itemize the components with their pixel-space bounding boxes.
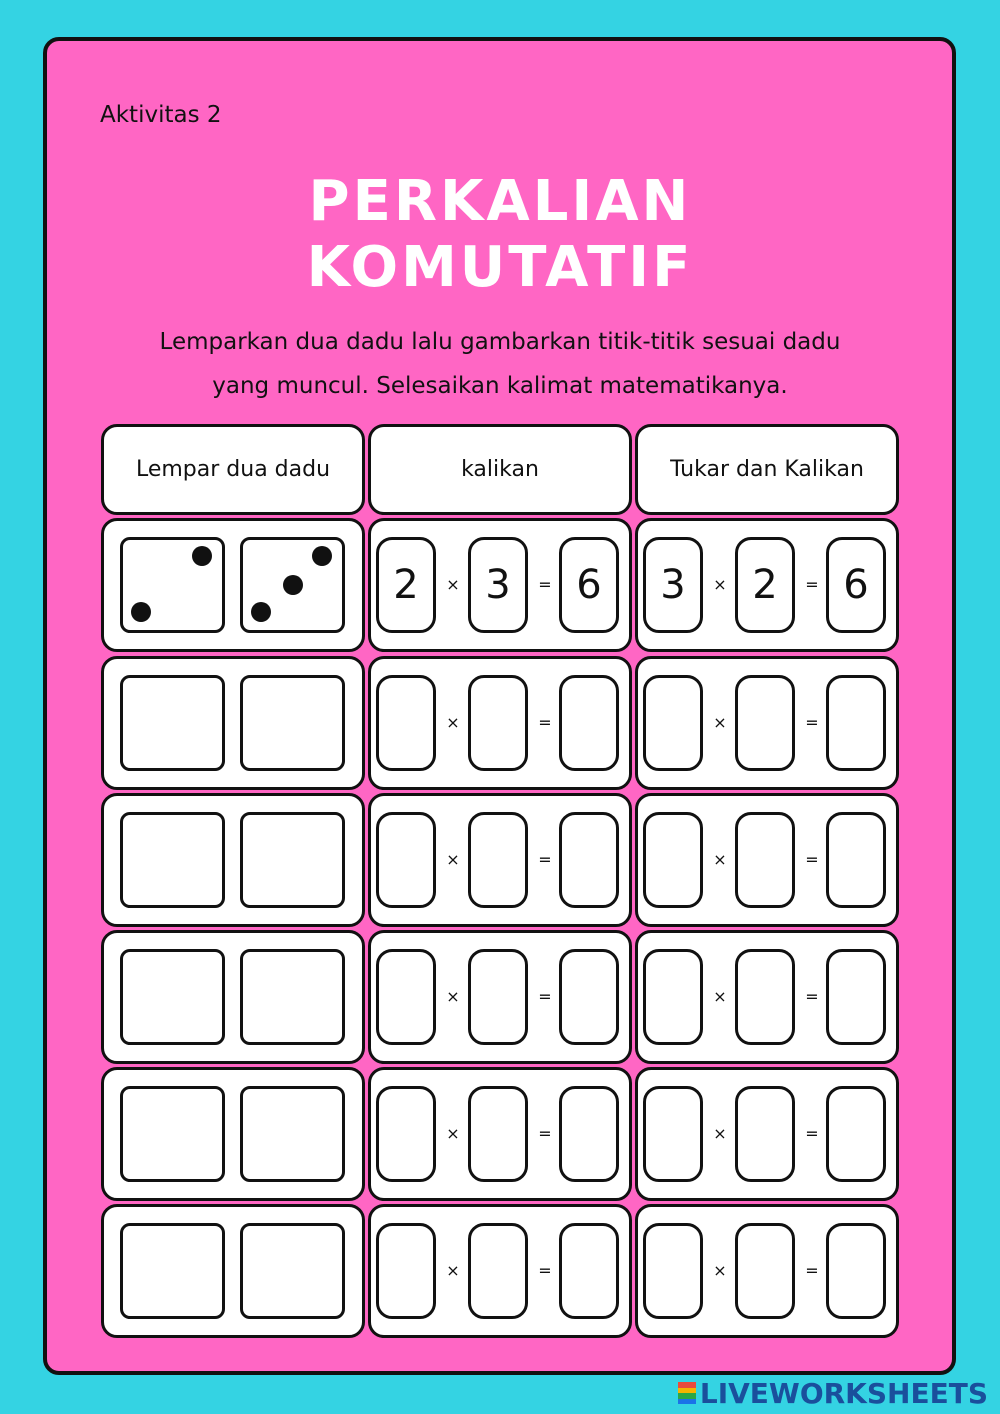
die-drawing-box[interactable] — [120, 1223, 225, 1319]
times-sign: × — [713, 713, 727, 732]
die-pip — [192, 546, 212, 566]
answer-box[interactable] — [643, 812, 703, 908]
times-sign: × — [446, 1124, 460, 1143]
times-sign: × — [446, 575, 460, 594]
answer-box[interactable] — [376, 1223, 436, 1319]
die-drawing-box[interactable] — [240, 675, 345, 771]
answer-box[interactable] — [468, 675, 528, 771]
activity-label: Aktivitas 2 — [100, 102, 222, 128]
answer-box[interactable] — [643, 949, 703, 1045]
times-sign: × — [713, 575, 727, 594]
answer-box[interactable] — [468, 1223, 528, 1319]
answer-box[interactable] — [735, 675, 795, 771]
answer-box[interactable] — [826, 675, 886, 771]
watermark — [678, 1378, 988, 1408]
answer-box[interactable] — [559, 812, 619, 908]
answer-box[interactable] — [826, 1223, 886, 1319]
answer-box[interactable] — [643, 1086, 703, 1182]
answer-box[interactable] — [376, 1086, 436, 1182]
answer-box[interactable] — [643, 675, 703, 771]
number-box: 2 — [376, 537, 436, 633]
equals-sign: = — [538, 1124, 552, 1143]
times-sign: × — [713, 1261, 727, 1280]
answer-box[interactable] — [468, 812, 528, 908]
equals-sign: = — [538, 713, 552, 732]
answer-box[interactable] — [735, 949, 795, 1045]
instruction-line-2: yang muncul. Selesaikan kalimat matematikanya. — [212, 373, 788, 399]
die-drawing-box[interactable] — [120, 812, 225, 908]
liveworksheets-logo-icon — [678, 1382, 696, 1404]
answer-box[interactable] — [559, 1086, 619, 1182]
times-sign: × — [446, 987, 460, 1006]
answer-box[interactable] — [376, 949, 436, 1045]
die-drawing-box[interactable] — [120, 675, 225, 771]
die-pip — [283, 575, 303, 595]
times-sign: × — [446, 713, 460, 732]
number-box: 3 — [643, 537, 703, 633]
die-drawing-box[interactable] — [240, 1086, 345, 1182]
instruction-line-1: Lemparkan dua dadu lalu gambarkan titik-titik sesuai dadu — [159, 329, 841, 355]
die-face — [240, 537, 345, 633]
answer-box[interactable] — [559, 949, 619, 1045]
column-header-swap: Tukar dan Kalikan — [635, 424, 899, 515]
times-sign: × — [713, 1124, 727, 1143]
answer-box[interactable] — [735, 1223, 795, 1319]
answer-box[interactable] — [826, 812, 886, 908]
die-drawing-box[interactable] — [240, 1223, 345, 1319]
equals-sign: = — [805, 713, 819, 732]
die-pip — [131, 602, 151, 622]
answer-box[interactable] — [643, 1223, 703, 1319]
equals-sign: = — [538, 1261, 552, 1280]
instruction-text — [80, 320, 920, 408]
column-header-roll: Lempar dua dadu — [101, 424, 365, 515]
equals-sign: = — [805, 1261, 819, 1280]
number-box: 3 — [468, 537, 528, 633]
equals-sign: = — [805, 987, 819, 1006]
title-line-2: KOMUTATIF — [306, 235, 694, 300]
answer-box[interactable] — [826, 949, 886, 1045]
answer-box[interactable] — [468, 1086, 528, 1182]
number-box: 6 — [826, 537, 886, 633]
die-pip — [251, 602, 271, 622]
answer-box[interactable] — [826, 1086, 886, 1182]
title-line-1: PERKALIAN — [308, 169, 692, 234]
equals-sign: = — [805, 1124, 819, 1143]
equals-sign: = — [805, 850, 819, 869]
equals-sign: = — [805, 575, 819, 594]
equals-sign: = — [538, 987, 552, 1006]
answer-box[interactable] — [735, 1086, 795, 1182]
number-box: 2 — [735, 537, 795, 633]
times-sign: × — [446, 1261, 460, 1280]
column-header-multiply: kalikan — [368, 424, 632, 515]
equals-sign: = — [538, 850, 552, 869]
answer-box[interactable] — [735, 812, 795, 908]
answer-box[interactable] — [559, 675, 619, 771]
die-pip — [312, 546, 332, 566]
times-sign: × — [713, 850, 727, 869]
die-drawing-box[interactable] — [240, 949, 345, 1045]
times-sign: × — [446, 850, 460, 869]
equals-sign: = — [538, 575, 552, 594]
die-drawing-box[interactable] — [120, 1086, 225, 1182]
answer-box[interactable] — [376, 675, 436, 771]
die-drawing-box[interactable] — [120, 949, 225, 1045]
die-drawing-box[interactable] — [240, 812, 345, 908]
watermark-text: LIVEWORKSHEETS — [699, 1376, 988, 1410]
die-face — [120, 537, 225, 633]
answer-box[interactable] — [559, 1223, 619, 1319]
answer-box[interactable] — [376, 812, 436, 908]
number-box: 6 — [559, 537, 619, 633]
answer-box[interactable] — [468, 949, 528, 1045]
times-sign: × — [713, 987, 727, 1006]
